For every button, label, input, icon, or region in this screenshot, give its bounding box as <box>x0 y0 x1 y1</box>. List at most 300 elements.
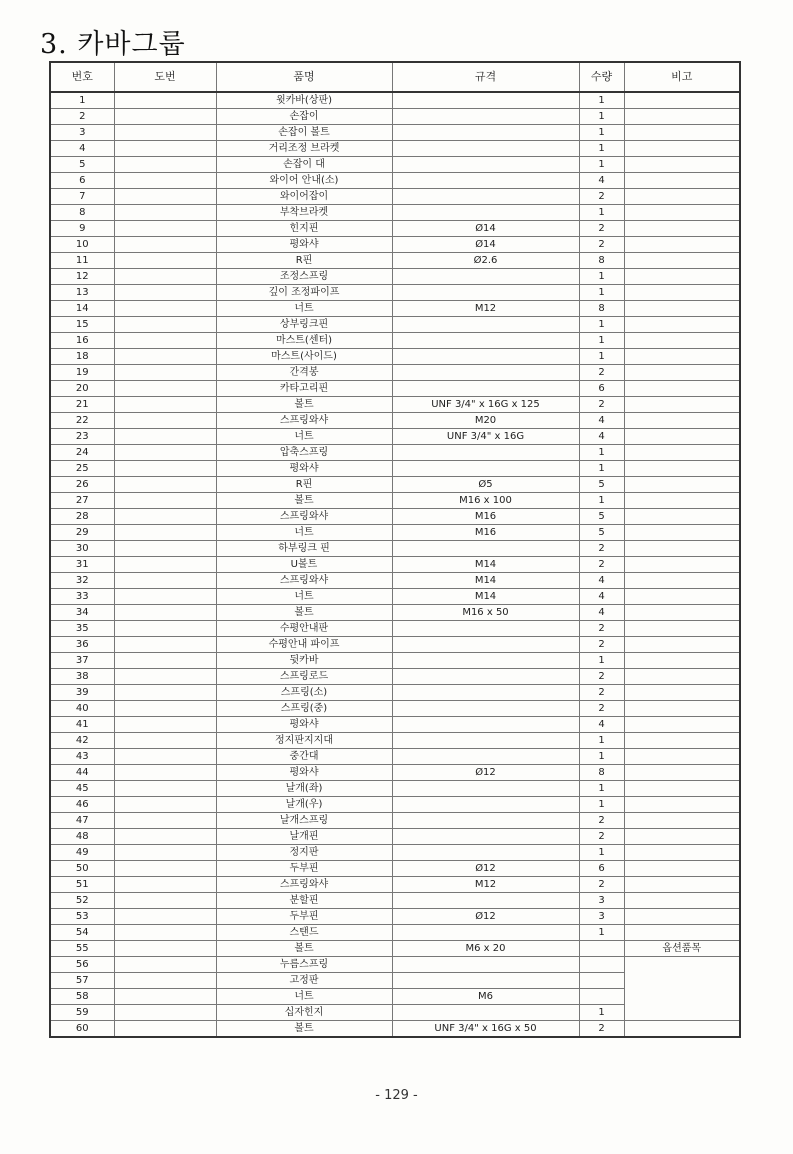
cell-name: 상부링크핀 <box>216 317 392 333</box>
cell-no: 37 <box>50 653 114 669</box>
cell-note <box>624 285 740 301</box>
cell-note <box>624 1021 740 1038</box>
table-row <box>50 429 740 445</box>
cell-note <box>624 877 740 893</box>
table-row <box>50 493 740 509</box>
cell-drawing <box>114 765 216 781</box>
cell-name: 볼트 <box>216 605 392 621</box>
cell-spec <box>392 461 579 477</box>
cell-note <box>624 749 740 765</box>
cell-no: 24 <box>50 445 114 461</box>
cell-no: 21 <box>50 397 114 413</box>
cell-qty: 1 <box>579 205 624 221</box>
cell-spec <box>392 173 579 189</box>
cell-drawing <box>114 941 216 957</box>
cell-qty: 2 <box>579 701 624 717</box>
cell-no: 47 <box>50 813 114 829</box>
cell-note <box>624 509 740 525</box>
cell-drawing <box>114 541 216 557</box>
cell-qty: 1 <box>579 317 624 333</box>
cell-name: 평와샤 <box>216 237 392 253</box>
cell-qty: 2 <box>579 621 624 637</box>
cell-spec <box>392 925 579 941</box>
cell-drawing <box>114 333 216 349</box>
table-row <box>50 957 740 973</box>
cell-no: 7 <box>50 189 114 205</box>
cell-drawing <box>114 285 216 301</box>
cell-no: 44 <box>50 765 114 781</box>
cell-name: 두부핀 <box>216 909 392 925</box>
cell-drawing <box>114 845 216 861</box>
cell-drawing <box>114 365 216 381</box>
cell-note <box>624 237 740 253</box>
cell-name: 와이어잡이 <box>216 189 392 205</box>
cell-name: 압축스프링 <box>216 445 392 461</box>
cell-spec: Ø5 <box>392 477 579 493</box>
table-row <box>50 301 740 317</box>
cell-note <box>624 109 740 125</box>
cell-qty: 1 <box>579 349 624 365</box>
cell-note <box>624 333 740 349</box>
cell-name: 스프링와샤 <box>216 413 392 429</box>
cell-qty: 1 <box>579 109 624 125</box>
cell-note <box>624 413 740 429</box>
cell-drawing <box>114 205 216 221</box>
cell-drawing <box>114 1005 216 1021</box>
table-row <box>50 445 740 461</box>
cell-spec: M14 <box>392 589 579 605</box>
table-row <box>50 605 740 621</box>
cell-qty: 5 <box>579 509 624 525</box>
cell-note <box>624 797 740 813</box>
cell-note <box>624 557 740 573</box>
cell-note <box>624 381 740 397</box>
cell-note <box>624 301 740 317</box>
cell-note <box>624 269 740 285</box>
cell-no: 41 <box>50 717 114 733</box>
cell-drawing <box>114 589 216 605</box>
table-row <box>50 701 740 717</box>
cell-drawing <box>114 557 216 573</box>
table-row <box>50 557 740 573</box>
cell-qty: 4 <box>579 589 624 605</box>
cell-note <box>624 653 740 669</box>
cell-drawing <box>114 269 216 285</box>
cell-note <box>624 445 740 461</box>
cell-qty: 2 <box>579 189 624 205</box>
cell-name: 볼트 <box>216 493 392 509</box>
cell-no: 30 <box>50 541 114 557</box>
table-row <box>50 285 740 301</box>
cell-qty: 1 <box>579 445 624 461</box>
cell-no: 11 <box>50 253 114 269</box>
cell-no: 26 <box>50 477 114 493</box>
cell-name: 조정스프링 <box>216 269 392 285</box>
cell-note <box>624 701 740 717</box>
cell-drawing <box>114 445 216 461</box>
table-row <box>50 653 740 669</box>
cell-qty <box>579 941 624 957</box>
cell-name: 두부핀 <box>216 861 392 877</box>
table-row <box>50 397 740 413</box>
cell-no: 22 <box>50 413 114 429</box>
table-row <box>50 925 740 941</box>
cell-note <box>624 253 740 269</box>
cell-qty: 2 <box>579 669 624 685</box>
cell-qty: 2 <box>579 829 624 845</box>
cell-qty: 1 <box>579 781 624 797</box>
cell-spec <box>392 349 579 365</box>
cell-qty: 1 <box>579 285 624 301</box>
parts-table <box>49 61 741 1038</box>
cell-qty: 4 <box>579 429 624 445</box>
cell-no: 36 <box>50 637 114 653</box>
cell-no: 14 <box>50 301 114 317</box>
cell-drawing <box>114 493 216 509</box>
cell-name: 하부링크 핀 <box>216 541 392 557</box>
cell-note <box>624 893 740 909</box>
cell-note <box>624 365 740 381</box>
cell-spec <box>392 541 579 557</box>
cell-no: 50 <box>50 861 114 877</box>
cell-no: 1 <box>50 92 114 109</box>
cell-name: 거리조정 브라켓 <box>216 141 392 157</box>
cell-spec <box>392 317 579 333</box>
cell-name: 정지판지지대 <box>216 733 392 749</box>
cell-qty <box>579 989 624 1005</box>
table-row <box>50 173 740 189</box>
cell-note <box>624 141 740 157</box>
cell-spec <box>392 781 579 797</box>
cell-note <box>624 397 740 413</box>
cell-drawing <box>114 877 216 893</box>
cell-spec <box>392 92 579 109</box>
table-row <box>50 797 740 813</box>
cell-spec: UNF 3/4" x 16G <box>392 429 579 445</box>
table-row <box>50 813 740 829</box>
cell-name: 중간대 <box>216 749 392 765</box>
table-row <box>50 749 740 765</box>
cell-no: 53 <box>50 909 114 925</box>
cell-spec: M12 <box>392 301 579 317</box>
cell-name: 너트 <box>216 989 392 1005</box>
cell-note <box>624 637 740 653</box>
table-row <box>50 541 740 557</box>
cell-name: R핀 <box>216 477 392 493</box>
cell-name: 스프링와샤 <box>216 509 392 525</box>
cell-qty: 8 <box>579 253 624 269</box>
cell-spec: Ø2.6 <box>392 253 579 269</box>
cell-name: 손잡이 볼트 <box>216 125 392 141</box>
cell-name: 볼트 <box>216 1021 392 1038</box>
cell-name: 날개스프링 <box>216 813 392 829</box>
cell-spec <box>392 269 579 285</box>
cell-qty: 1 <box>579 461 624 477</box>
cell-no: 43 <box>50 749 114 765</box>
cell-drawing <box>114 525 216 541</box>
cell-drawing <box>114 301 216 317</box>
cell-no: 31 <box>50 557 114 573</box>
cell-qty: 2 <box>579 365 624 381</box>
cell-no: 2 <box>50 109 114 125</box>
cell-drawing <box>114 701 216 717</box>
cell-name: 고정판 <box>216 973 392 989</box>
cell-spec <box>392 797 579 813</box>
cell-qty: 2 <box>579 877 624 893</box>
cell-note <box>624 717 740 733</box>
cell-qty: 2 <box>579 397 624 413</box>
cell-spec <box>392 717 579 733</box>
cell-spec <box>392 1005 579 1021</box>
cell-name: 수평안내 파이프 <box>216 637 392 653</box>
cell-drawing <box>114 461 216 477</box>
table-row <box>50 221 740 237</box>
header-no: 번호 <box>50 62 114 92</box>
cell-name: 분할핀 <box>216 893 392 909</box>
cell-qty: 4 <box>579 717 624 733</box>
cell-note <box>624 541 740 557</box>
cell-name: 마스트(센터) <box>216 333 392 349</box>
cell-drawing <box>114 957 216 973</box>
cell-qty: 8 <box>579 301 624 317</box>
cell-name: 부착브라켓 <box>216 205 392 221</box>
cell-spec: Ø14 <box>392 237 579 253</box>
table-row <box>50 365 740 381</box>
cell-name: 깊이 조정파이프 <box>216 285 392 301</box>
cell-drawing <box>114 605 216 621</box>
cell-note <box>624 925 740 941</box>
cell-spec <box>392 285 579 301</box>
cell-drawing <box>114 797 216 813</box>
cell-name: 날개(좌) <box>216 781 392 797</box>
table-row <box>50 413 740 429</box>
cell-qty: 2 <box>579 685 624 701</box>
cell-drawing <box>114 925 216 941</box>
cell-no: 40 <box>50 701 114 717</box>
cell-note <box>624 733 740 749</box>
cell-drawing <box>114 653 216 669</box>
cell-spec <box>392 973 579 989</box>
cell-spec <box>392 637 579 653</box>
table-row <box>50 893 740 909</box>
cell-note <box>624 909 740 925</box>
cell-name: 스프링와샤 <box>216 573 392 589</box>
cell-no: 8 <box>50 205 114 221</box>
page-title: 3. 카바그룹 <box>40 29 186 60</box>
cell-note <box>624 92 740 109</box>
cell-spec: Ø12 <box>392 909 579 925</box>
table-row <box>50 333 740 349</box>
cell-name: 스프링와샤 <box>216 877 392 893</box>
cell-qty: 4 <box>579 605 624 621</box>
cell-no: 52 <box>50 893 114 909</box>
cell-note <box>624 525 740 541</box>
cell-spec: M20 <box>392 413 579 429</box>
table-row <box>50 461 740 477</box>
table-row <box>50 509 740 525</box>
cell-drawing <box>114 413 216 429</box>
cell-qty: 5 <box>579 525 624 541</box>
table-row <box>50 317 740 333</box>
table-row <box>50 1021 740 1038</box>
cell-qty: 8 <box>579 765 624 781</box>
cell-spec: M6 <box>392 989 579 1005</box>
cell-spec: Ø14 <box>392 221 579 237</box>
cell-drawing <box>114 92 216 109</box>
cell-name: 너트 <box>216 301 392 317</box>
cell-note <box>624 589 740 605</box>
cell-no: 23 <box>50 429 114 445</box>
cell-no: 60 <box>50 1021 114 1038</box>
cell-spec: UNF 3/4" x 16G x 125 <box>392 397 579 413</box>
cell-drawing <box>114 685 216 701</box>
cell-no: 35 <box>50 621 114 637</box>
cell-drawing <box>114 717 216 733</box>
cell-spec <box>392 157 579 173</box>
table-row <box>50 157 740 173</box>
table-row <box>50 685 740 701</box>
cell-drawing <box>114 157 216 173</box>
cell-drawing <box>114 477 216 493</box>
table-row <box>50 525 740 541</box>
cell-drawing <box>114 253 216 269</box>
table-row <box>50 109 740 125</box>
table-row <box>50 253 740 269</box>
cell-note: 옵션품목 <box>624 941 740 957</box>
cell-qty: 2 <box>579 637 624 653</box>
cell-drawing <box>114 397 216 413</box>
cell-spec <box>392 701 579 717</box>
cell-no: 15 <box>50 317 114 333</box>
cell-name: 수평안내판 <box>216 621 392 637</box>
cell-spec: M12 <box>392 877 579 893</box>
cell-no: 38 <box>50 669 114 685</box>
table-body <box>50 92 740 1037</box>
cell-note <box>624 845 740 861</box>
cell-name: R핀 <box>216 253 392 269</box>
cell-spec: M16 <box>392 509 579 525</box>
table-row <box>50 237 740 253</box>
table-row <box>50 349 740 365</box>
cell-note <box>624 621 740 637</box>
cell-note <box>624 461 740 477</box>
cell-note <box>624 493 740 509</box>
cell-no: 48 <box>50 829 114 845</box>
cell-name: 와이어 안내(소) <box>216 173 392 189</box>
cell-note <box>624 813 740 829</box>
cell-qty: 2 <box>579 1021 624 1038</box>
cell-qty: 2 <box>579 221 624 237</box>
cell-spec: M16 <box>392 525 579 541</box>
cell-spec: M6 x 20 <box>392 941 579 957</box>
cell-qty: 6 <box>579 381 624 397</box>
cell-drawing <box>114 861 216 877</box>
cell-drawing <box>114 973 216 989</box>
cell-spec <box>392 189 579 205</box>
cell-drawing <box>114 829 216 845</box>
cell-name: 손잡이 대 <box>216 157 392 173</box>
cell-note <box>624 781 740 797</box>
cell-note <box>624 429 740 445</box>
cell-spec <box>392 365 579 381</box>
cell-qty: 1 <box>579 925 624 941</box>
cell-spec: M16 x 50 <box>392 605 579 621</box>
cell-qty: 4 <box>579 173 624 189</box>
cell-drawing <box>114 349 216 365</box>
cell-no: 27 <box>50 493 114 509</box>
cell-qty <box>579 973 624 989</box>
cell-qty <box>579 957 624 973</box>
table-row <box>50 381 740 397</box>
cell-no: 33 <box>50 589 114 605</box>
cell-spec <box>392 445 579 461</box>
cell-note <box>624 125 740 141</box>
table-row <box>50 669 740 685</box>
table-row <box>50 141 740 157</box>
cell-spec: UNF 3/4" x 16G x 50 <box>392 1021 579 1038</box>
cell-name: 평와샤 <box>216 717 392 733</box>
cell-qty: 1 <box>579 92 624 109</box>
cell-name: 누름스프링 <box>216 957 392 973</box>
cell-name: 날개핀 <box>216 829 392 845</box>
cell-note <box>624 669 740 685</box>
cell-spec <box>392 893 579 909</box>
cell-qty: 1 <box>579 125 624 141</box>
cell-no: 4 <box>50 141 114 157</box>
cell-spec: Ø12 <box>392 861 579 877</box>
cell-no: 46 <box>50 797 114 813</box>
cell-no: 28 <box>50 509 114 525</box>
cell-no: 13 <box>50 285 114 301</box>
cell-qty: 1 <box>579 333 624 349</box>
table-row <box>50 125 740 141</box>
cell-drawing <box>114 813 216 829</box>
cell-no: 9 <box>50 221 114 237</box>
cell-name: 윗카바(상판) <box>216 92 392 109</box>
cell-no: 3 <box>50 125 114 141</box>
cell-qty: 1 <box>579 797 624 813</box>
cell-note <box>624 605 740 621</box>
cell-spec: M14 <box>392 557 579 573</box>
cell-drawing <box>114 317 216 333</box>
cell-drawing <box>114 733 216 749</box>
cell-drawing <box>114 781 216 797</box>
cell-drawing <box>114 621 216 637</box>
cell-drawing <box>114 221 216 237</box>
header-name: 품명 <box>216 62 392 92</box>
cell-name: 정지판 <box>216 845 392 861</box>
cell-name: 스프링(소) <box>216 685 392 701</box>
cell-name: 카타고리핀 <box>216 381 392 397</box>
cell-drawing <box>114 125 216 141</box>
cell-qty: 1 <box>579 749 624 765</box>
cell-note <box>624 477 740 493</box>
cell-no: 20 <box>50 381 114 397</box>
cell-qty: 1 <box>579 157 624 173</box>
table-row <box>50 573 740 589</box>
cell-drawing <box>114 573 216 589</box>
cell-no: 19 <box>50 365 114 381</box>
table-row <box>50 845 740 861</box>
cell-no: 10 <box>50 237 114 253</box>
cell-name: U볼트 <box>216 557 392 573</box>
cell-spec: M16 x 100 <box>392 493 579 509</box>
cell-spec <box>392 669 579 685</box>
table-row <box>50 909 740 925</box>
cell-name: 날개(우) <box>216 797 392 813</box>
cell-spec: M14 <box>392 573 579 589</box>
cell-note <box>624 573 740 589</box>
